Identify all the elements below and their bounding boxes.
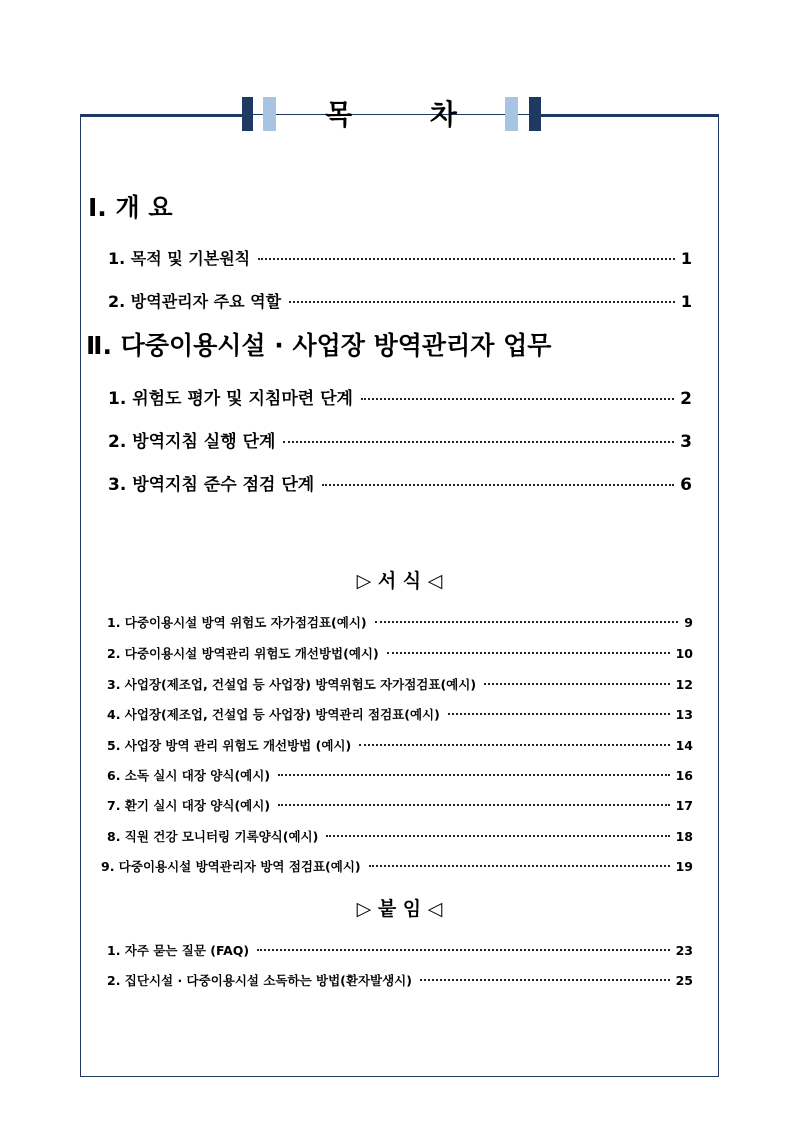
toc-entry-label: 3. 방역지침 준수 점검 단계 [108, 475, 315, 495]
toc-entry[interactable] [107, 827, 693, 845]
toc-entry-label: 2. 집단시설 · 다중이용시설 소독하는 방법(환자발생시) [107, 973, 412, 988]
toc-entry[interactable] [108, 289, 692, 312]
header-rule-left [80, 114, 242, 117]
dot-leader [387, 652, 670, 654]
toc-entry[interactable] [107, 675, 693, 693]
dot-leader [420, 979, 670, 981]
toc-entry-page: 9 [684, 615, 693, 630]
toc-entry[interactable] [107, 941, 693, 959]
toc-entry-label: 9. 다중이용시설 방역관리자 방역 점검표(예시) [101, 859, 361, 874]
toc-entry-label: 6. 소독 실시 대장 양식(예시) [107, 768, 271, 783]
dot-leader [375, 621, 679, 623]
dot-leader [283, 441, 674, 443]
chapter-2-heading: Ⅱ. 다중이용시설 · 사업장 방역관리자 업무 [86, 331, 552, 360]
toc-entry[interactable] [101, 857, 693, 875]
toc-entry-label: 2. 방역지침 실행 단계 [108, 432, 276, 452]
toc-entry-label: 7. 환기 실시 대장 양식(예시) [107, 798, 271, 813]
toc-entry-page: 25 [675, 973, 693, 988]
toc-entry-page: 16 [675, 768, 693, 783]
toc-entry-label: 3. 사업장(제조업, 건설업 등 사업장) 방역위험도 자가점검표(예시) [107, 677, 477, 692]
toc-entry-page: 13 [675, 707, 693, 722]
header-bar-dark-right [529, 97, 541, 131]
toc-entry[interactable] [108, 470, 692, 495]
chapter-1-heading: Ⅰ. 개 요 [88, 193, 173, 222]
toc-entry-page: 2 [680, 389, 692, 409]
toc-entry[interactable] [108, 427, 692, 452]
header-rule-right [541, 114, 719, 117]
toc-entry-page: 1 [680, 249, 692, 268]
toc-entry-page: 12 [675, 677, 693, 692]
header-bar-dark-left [242, 97, 253, 131]
toc-entry-page: 19 [675, 859, 693, 874]
toc-entry-label: 1. 자주 묻는 질문 (FAQ) [107, 943, 250, 958]
dot-leader [258, 258, 675, 260]
toc-entry[interactable] [107, 796, 693, 814]
toc-entry[interactable] [107, 644, 693, 662]
toc-entry-page: 18 [675, 829, 693, 844]
dot-leader [257, 949, 669, 951]
forms-heading: ▷ 서 식 ◁ [356, 570, 443, 592]
dot-leader [448, 713, 670, 715]
toc-entry[interactable] [107, 613, 693, 631]
toc-entry-label: 2. 방역관리자 주요 역할 [108, 292, 282, 311]
page-title: 목 차 [325, 98, 491, 131]
dot-leader [278, 804, 670, 806]
dot-leader [359, 744, 669, 746]
toc-entry-label: 5. 사업장 방역 관리 위험도 개선방법 (예시) [107, 738, 352, 753]
toc-entry-label: 1. 목적 및 기본원칙 [108, 249, 251, 268]
toc-entry[interactable] [108, 384, 692, 409]
toc-entry-page: 1 [680, 292, 692, 311]
toc-entry-label: 1. 다중이용시설 방역 위험도 자가점검표(예시) [107, 615, 367, 630]
toc-entry-label: 4. 사업장(제조업, 건설업 등 사업장) 방역관리 점검표(예시) [107, 707, 440, 722]
dot-leader [326, 835, 669, 837]
toc-entry-page: 17 [675, 798, 693, 813]
dot-leader [484, 683, 670, 685]
toc-entry-page: 3 [680, 432, 692, 452]
dot-leader [289, 301, 675, 303]
toc-entry[interactable] [107, 705, 693, 723]
header-bar-light-left [263, 97, 276, 131]
dot-leader [322, 484, 674, 486]
toc-entry-page: 23 [675, 943, 693, 958]
dot-leader [278, 774, 670, 776]
dot-leader [369, 865, 670, 867]
toc-entry[interactable] [107, 766, 693, 784]
toc-entry-page: 14 [675, 738, 693, 753]
toc-entry[interactable] [108, 246, 692, 269]
toc-entry[interactable] [107, 971, 693, 989]
toc-entry-label: 8. 직원 건강 모니터링 기록양식(예시) [107, 829, 319, 844]
toc-entry-label: 2. 다중이용시설 방역관리 위험도 개선방법(예시) [107, 646, 379, 661]
toc-entry-page: 6 [680, 475, 692, 495]
dot-leader [361, 398, 674, 400]
appendix-heading: ▷ 붙 임 ◁ [356, 898, 443, 920]
toc-entry[interactable] [107, 736, 693, 754]
toc-entry-page: 10 [675, 646, 693, 661]
header-bar-light-right [505, 97, 518, 131]
toc-entry-label: 1. 위험도 평가 및 지침마련 단계 [108, 389, 353, 409]
